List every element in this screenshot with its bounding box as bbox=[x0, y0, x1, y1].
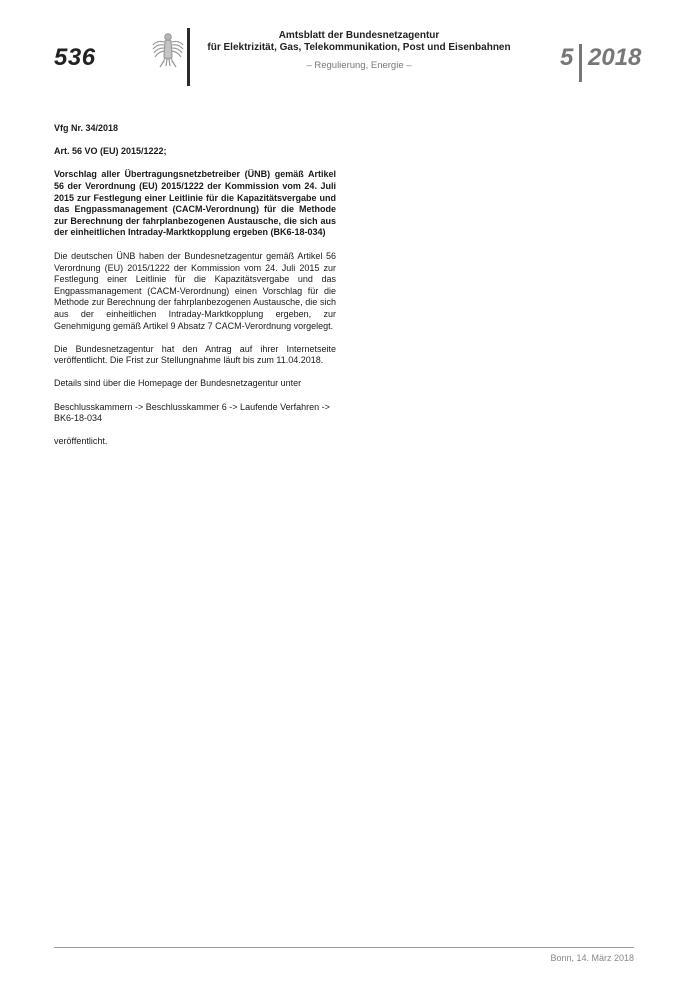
header-divider bbox=[187, 28, 190, 86]
journal-title-line2: für Elektrizität, Gas, Telekommunikation, Post und Eisenbahnen bbox=[207, 42, 511, 53]
footer-divider bbox=[54, 947, 634, 948]
body-paragraph-3: Details sind über die Homepage der Bundesnetzagentur unter bbox=[54, 378, 302, 389]
page-number: 536 bbox=[54, 44, 96, 71]
legal-reference: Art. 56 VO (EU) 2015/1222; bbox=[54, 146, 167, 157]
journal-title bbox=[200, 30, 518, 54]
section-heading: Vorschlag aller Übertragungsnetzbetreiber (ÜNB) gemäß Artikel 56 der Verordnung (EU) 2015/1222 der Kommission vom 24. Juli 2015 zur Festlegung einer Leitlinie für die Kapazitätsvergabe und das Engpassmanagement (CACM-Verordnung) für die Methode zur Berechnung der fahrplanbezogenen Austausche, die sich aus der einheitlichen Intraday-Marktkopplung ergeben (BK6-18-034) bbox=[54, 169, 336, 238]
footer-place-date: Bonn, 14. März 2018 bbox=[550, 953, 634, 963]
ordinance-number: Vfg Nr. 34/2018 bbox=[54, 123, 119, 133]
issue-year: 2018 bbox=[588, 44, 642, 71]
navigation-path: Beschlusskammern -> Beschlusskammer 6 -> Laufende Verfahren -> BK6-18-034 bbox=[54, 401, 330, 424]
journal-title-line1: Amtsblatt der Bundesnetzagentur bbox=[278, 30, 440, 41]
journal-subtitle: – Regulierung, Energie – bbox=[306, 60, 412, 71]
federal-eagle-icon bbox=[151, 31, 185, 71]
body-paragraph-1: Die deutschen ÜNB haben der Bundesnetzagentur gemäß Artikel 56 Verordnung (EU) 2015/1222 der Kommission vom 24. Juli 2015 zur Festlegung einer Leitlinie für die Kapazitätsvergabe und das Engpassmanagement (CACM-Verordnung) einen Vorschlag für die Methode zur Berechnung der fahrplanbezogenen Austausche, die sich aus der einheitlichen Intraday-Marktkopplung ergeben, zur Genehmigung gemäß Artikel 9 Absatz 7 CACM-Verordnung vorgelegt. bbox=[54, 250, 336, 331]
body-paragraph-2: Die Bundesnetzagentur hat den Antrag auf ihrer Internetseite veröffentlicht. Die Frist zur Stellungnahme läuft bis zum 11.04.2018. bbox=[54, 343, 336, 366]
closing-text: veröffentlicht. bbox=[54, 436, 108, 447]
issue-divider bbox=[579, 44, 582, 82]
main-content bbox=[54, 123, 336, 460]
issue-number: 5 bbox=[560, 44, 574, 71]
